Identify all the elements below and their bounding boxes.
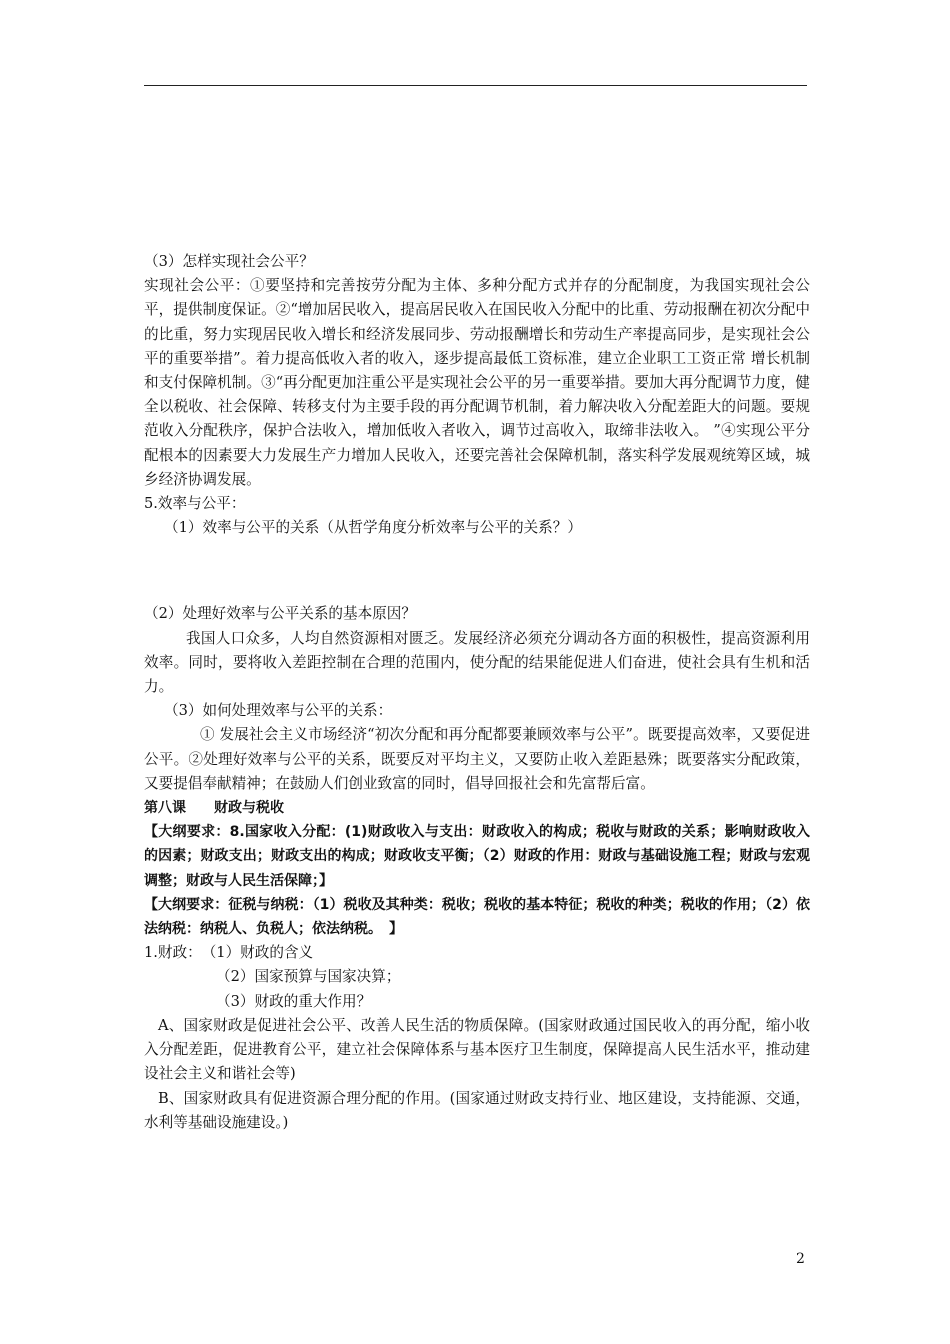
lesson-title: 第八课 财政与税收 bbox=[144, 800, 284, 817]
page-number: 2 bbox=[796, 1251, 805, 1267]
section5-q2: （2）处理好效率与公平关系的基本原因？ bbox=[144, 605, 416, 623]
q3-body: 实现社会公平：①要坚持和完善按劳分配为主体、多种分配方式并存的分配制度，为我国实现社会公平，提供制度保证。②“增加居民收入，提高居民收入在国民收入分配中的比重、劳动报酬在初次分配中的比重，努力实现居民收入增长和经济发展同步、劳动报酬增长和劳动生产率提高同步，是实现社会公平的重要举措”。着力提高低收入者的收入，逐步提高最低工资标准，建立企业职工工资正常 增长机制和支付保障机制。③“再分配更加注重公平是实现社会公平的另一重要举措。要加大再分配调节力度，健全以税收、社会保障、转移支付为主要手段的再分配调节机制，着力解决收入分配差距大的问题。要规范收入分配秩序，保护合法收入，增加低收入者收入，调节过高收入，取缔非法收入。 ”④实现公平分配根本的因素要大力发展生产力增加人民收入，还要完善社会保障机制，落实科学发展观统筹区域，城乡经济协调发展。 bbox=[144, 277, 810, 488]
header-rule bbox=[144, 85, 807, 86]
outline-requirement-1: 【大纲要求：8.国家收入分配：(1)财政收入与支出：财政收入的构成；税收与财政的关系；影响财政收入的因素；财政支出；财政支出的构成；财政收支平衡；（2）财政的作用：财政与基础设施工程；财政与宏观调整；财政与人民生活保障；】 bbox=[144, 824, 810, 889]
outline-requirement-2: 【大纲要求：征税与纳税：（1）税收及其种类：税收；税收的基本特征；税收的种类；税收的作用；（2）依法纳税：纳税人、负税人；依法纳税。 】 bbox=[144, 896, 810, 938]
q3-title: （3）怎样实现社会公平？ bbox=[144, 253, 314, 270]
finance-item-2: （2）国家预算与国家决算； bbox=[216, 968, 401, 986]
section5-q3: （3）如何处理效率与公平的关系： bbox=[164, 702, 393, 720]
section5-title: 5.效率与公平： bbox=[144, 495, 246, 513]
document-body bbox=[144, 250, 810, 1135]
section5-q1: （1）效率与公平的关系（从哲学角度分析效率与公平的关系？） bbox=[164, 519, 582, 537]
answer-space bbox=[144, 540, 810, 602]
finance-point-b: B、国家财政具有促进资源合理分配的作用。(国家通过财政支持行业、地区建设，支持能源、交通，水利等基础设施建设。) bbox=[144, 1089, 810, 1131]
section5-q2-body: 我国人口众多，人均自然资源相对匮乏。发展经济必须充分调动各方面的积极性，提高资源利用效率。同时，要将收入差距控制在合理的范围内，使分配的结果能促进人们奋进，使社会具有生机和活力。 bbox=[144, 629, 810, 696]
finance-item-3: （3）财政的重大作用？ bbox=[216, 992, 372, 1010]
finance-point-a: A、国家财政是促进社会公平、改善人民生活的物质保障。(国家财政通过国民收入的再分配，缩小收入分配差距，促进教育公平，建立社会保障体系与基本医疗卫生制度，保障提高人民生活水平，推动建设社会主义和谐社会等) bbox=[144, 1016, 810, 1083]
section5-q3-body: ① 发展社会主义市场经济“初次分配和再分配都要兼顾效率与公平”。既要提高效率，又要促进公平。②处理好效率与公平的关系，既要反对平均主义，又要防止收入差距悬殊；既要落实分配政策，又要提倡奉献精神；在鼓励人们创业致富的同时，倡导回报社会和先富帮后富。 bbox=[144, 726, 810, 792]
finance-title: 1.财政： （1）财政的含义 bbox=[144, 944, 314, 962]
